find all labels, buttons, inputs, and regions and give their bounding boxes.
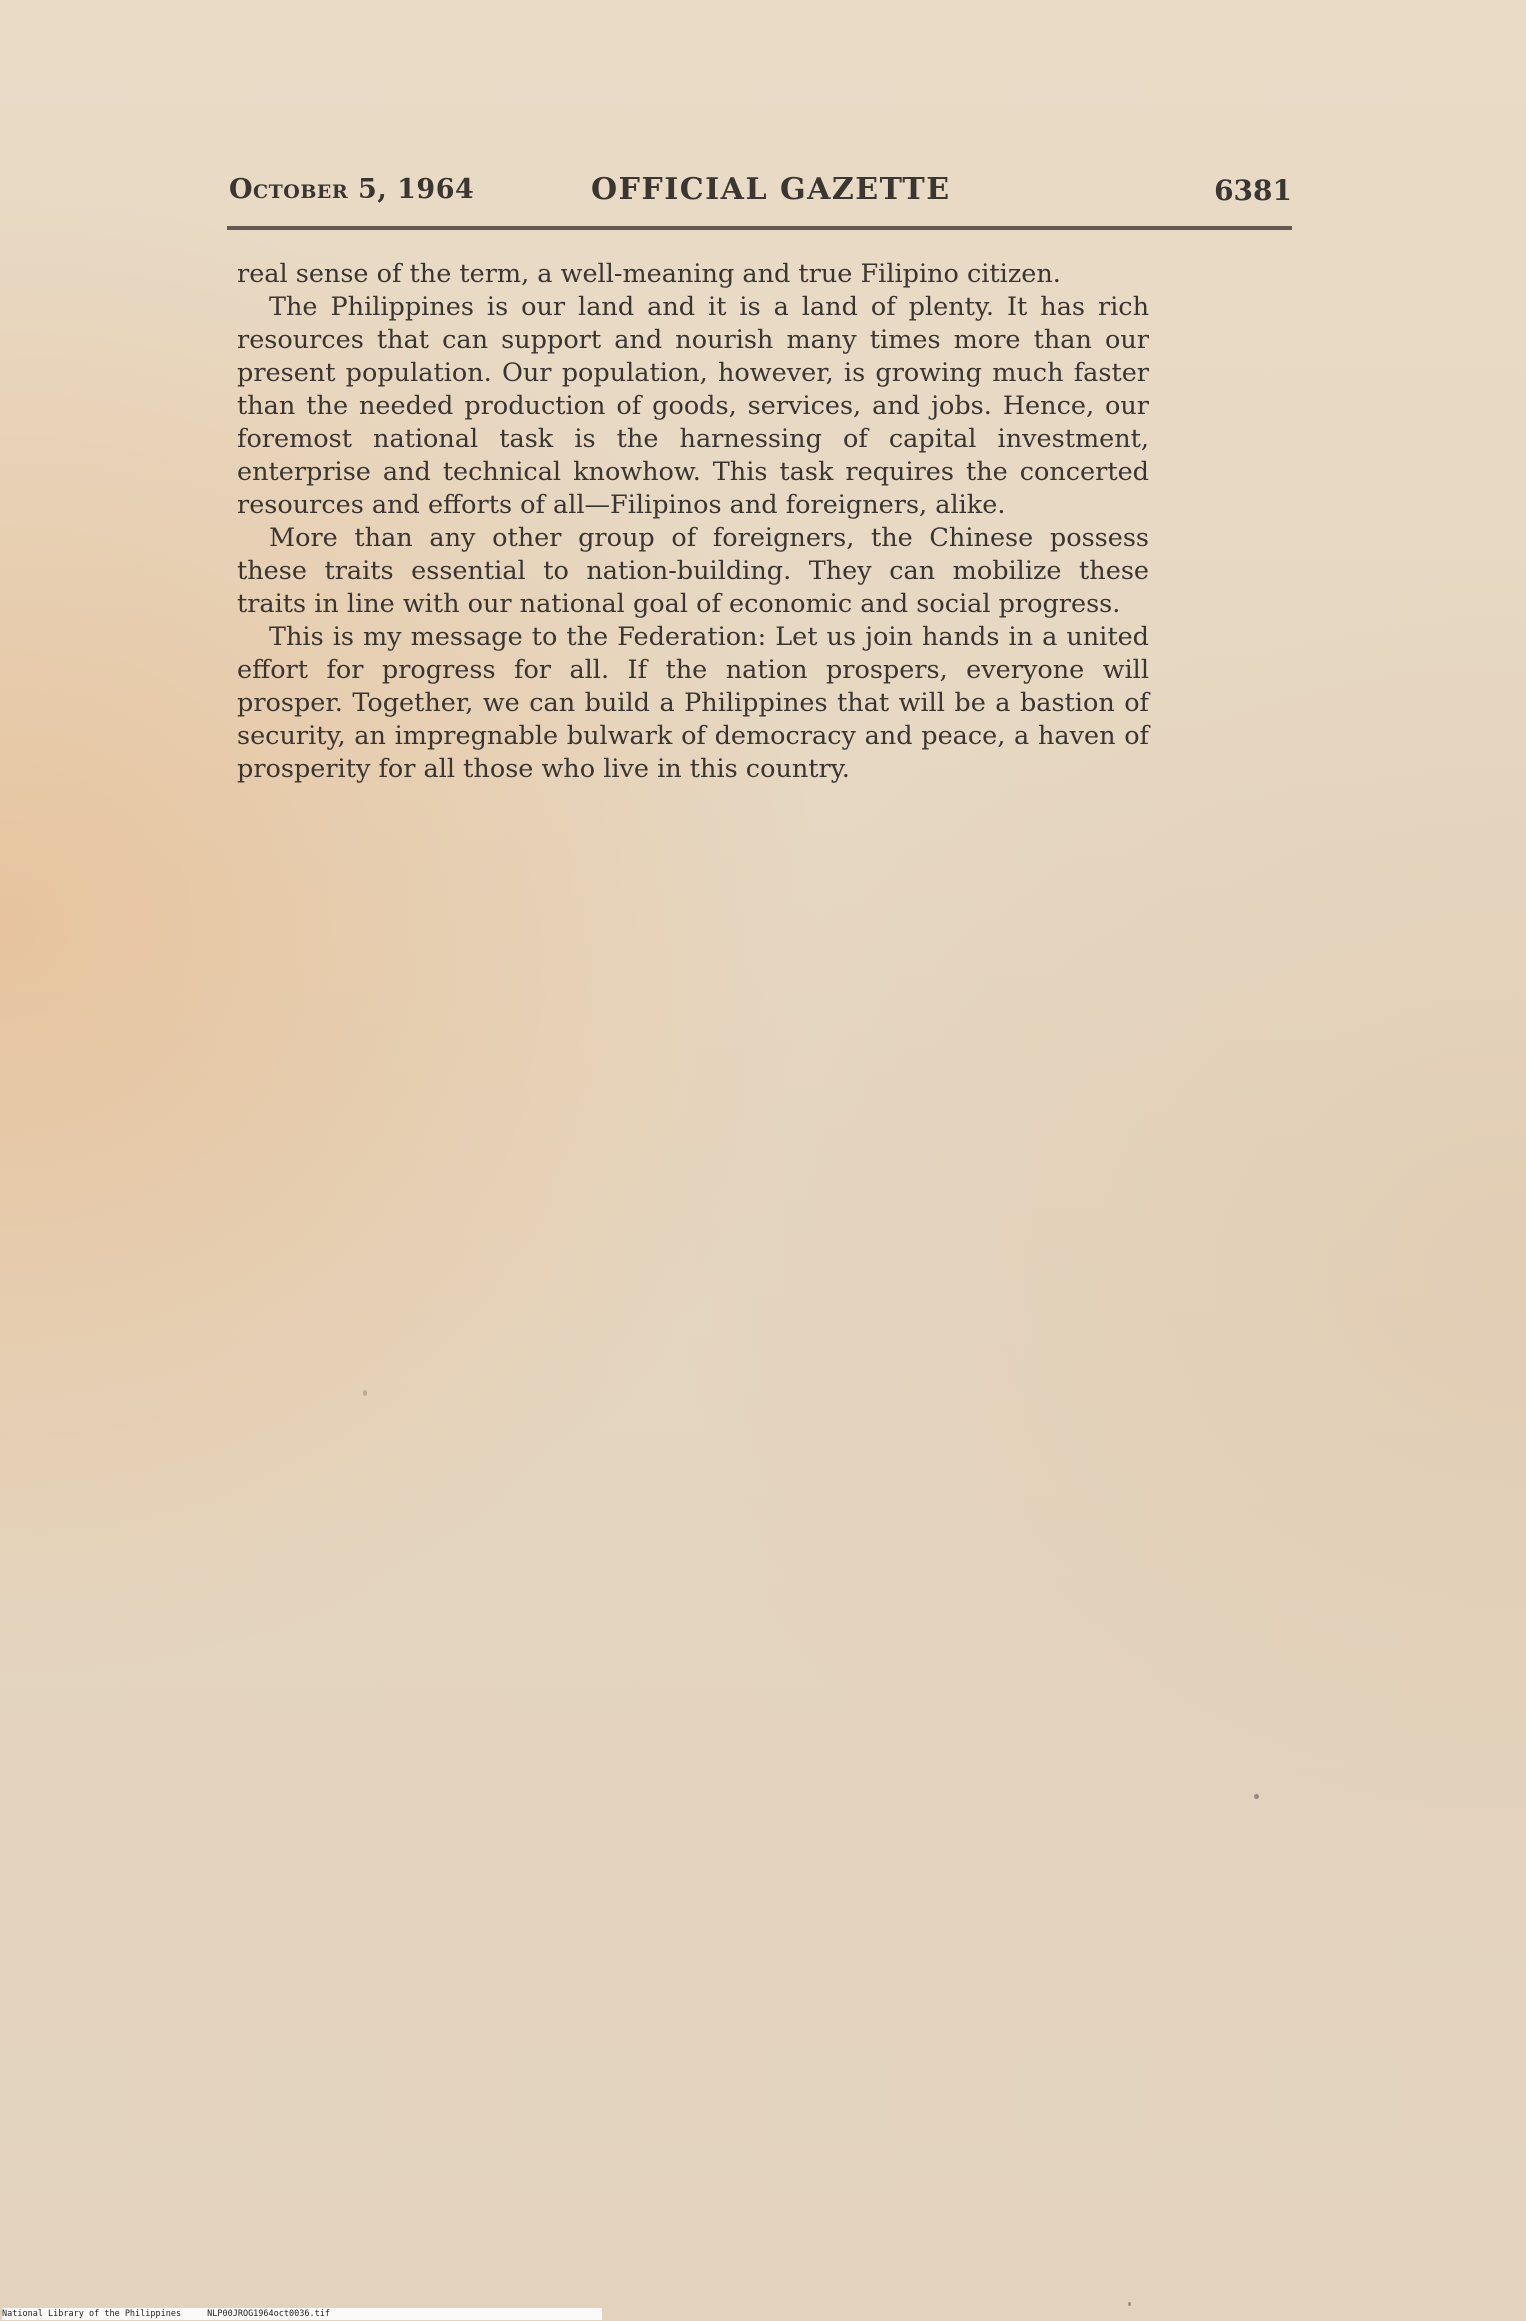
paper-speck — [1128, 2302, 1131, 2306]
paragraph-2: The Philippines is our land and it is a land of plenty. It has rich resources that can support and nourish many times more than our present population. Our population, however, is growing much faster than the needed production of goods, services, and jobs. Hence, our foremost national task is the harnessing of capital investment, enterprise and technical knowhow. This task requires the concerted resources and efforts of all—Filipinos and foreigners, alike. — [237, 292, 1149, 520]
page-number: 6381 — [1214, 174, 1292, 207]
body-text — [237, 258, 1149, 786]
paper-speck — [1254, 1794, 1259, 1799]
paragraph-4: This is my message to the Federation: Let us join hands in a united effort for progress for all. If the nation prospers, everyone will prosper. Together, we can build a Philippines that will be a bastion of security, an impregnable bulwark of democracy and peace, a haven of prosperity for all those who live in this country. — [237, 622, 1149, 784]
paragraph-3: More than any other group of foreigners, the Chinese possess these traits essential to nation-building. They can mobilize these traits in line with our national goal of economic and social progress. — [237, 523, 1149, 619]
issue-date: October 5, 1964 — [229, 174, 475, 205]
footer-library: National Library of the Philippines — [2, 2309, 182, 2319]
paper-speck — [363, 1390, 367, 1396]
publication-title: OFFICIAL GAZETTE — [591, 172, 951, 207]
header-rule — [227, 226, 1292, 230]
paragraph-1: real sense of the term, a well-meaning and true Filipino citizen. — [237, 259, 1061, 289]
footer-file: NLP00JROG1964oct0036.tif — [207, 2309, 330, 2319]
scan-footer — [2, 2308, 602, 2320]
running-head — [229, 174, 1292, 214]
